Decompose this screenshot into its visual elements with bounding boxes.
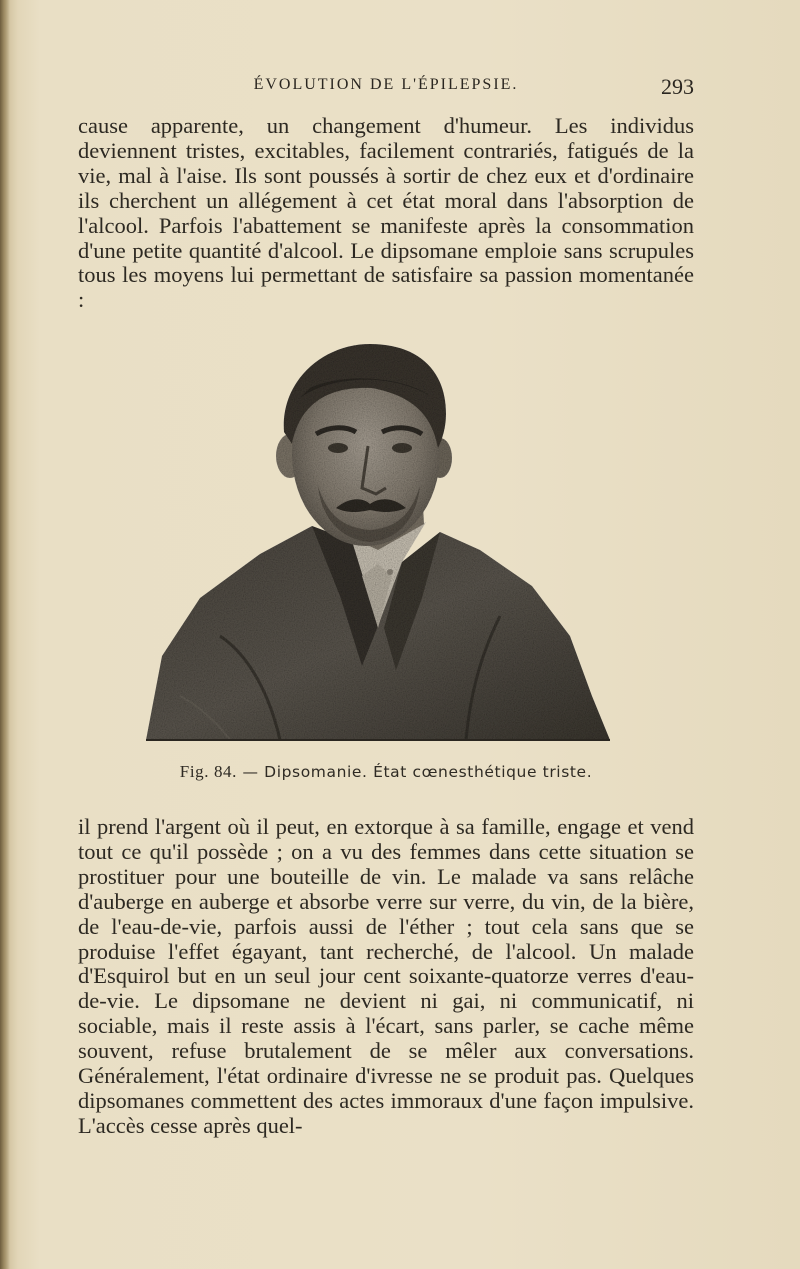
running-title: ÉVOLUTION DE L'ÉPILEPSIE. [253, 76, 519, 93]
running-head [78, 74, 694, 102]
paragraph-bottom: il prend l'argent où il peut, en extorque à sa famille, engage et vend tout ce qu'il possède ; on a vu des femmes dans cette situation se prostituer pour une bouteille de vin. Le malade va sans relâche d'auberge en auberge et absorbe verre sur verre, du vin, de la bière, de l'eau-de-vie, parfois aussi de l'éther ; tout cela sans que se produise l'effet égayant, tant recherché, de l'alcool. Un malade d'Esquirol but en un seul jour cent soixante-quatorze verres d'eau-de-vie. Le dipsomane ne devient ni gai, ni communicatif, ni sociable, mais il reste assis à l'écart, sans parler, se cache même souvent, refuse brutalement de se mêler aux conversations. Généralement, l'état ordinaire d'ivresse ne se produit pas. Quelques dipsomanes commettent des actes immoraux d'une façon impulsive. L'accès cesse après quel- [78, 814, 694, 1138]
portrait-photograph [140, 336, 620, 744]
figure-portrait [140, 336, 620, 744]
paragraph-top: cause apparente, un changement d'humeur. Les individus deviennent tristes, excitables, facilement contrariés, fatigués de la vie, mal à l'aise. Ils sont poussés à sortir de chez eux et d'ordinaire ils cherchent un allégement à cet état moral dans l'absorption de l'alcool. Parfois l'abattement se manifeste après la consommation d'une petite quantité d'alcool. Le dipsomane emploie sans scrupules tous les moyens lui permettant de satisfaire sa passion momentanée : [78, 113, 694, 313]
figure-caption [78, 762, 694, 782]
page-number: 293 [661, 74, 694, 99]
figure-label: Fig. 84. [179, 762, 237, 781]
figure-caption-text: — Dipsomanie. État cœnesthétique triste. [237, 763, 593, 781]
gutter-shadow [0, 0, 10, 1269]
